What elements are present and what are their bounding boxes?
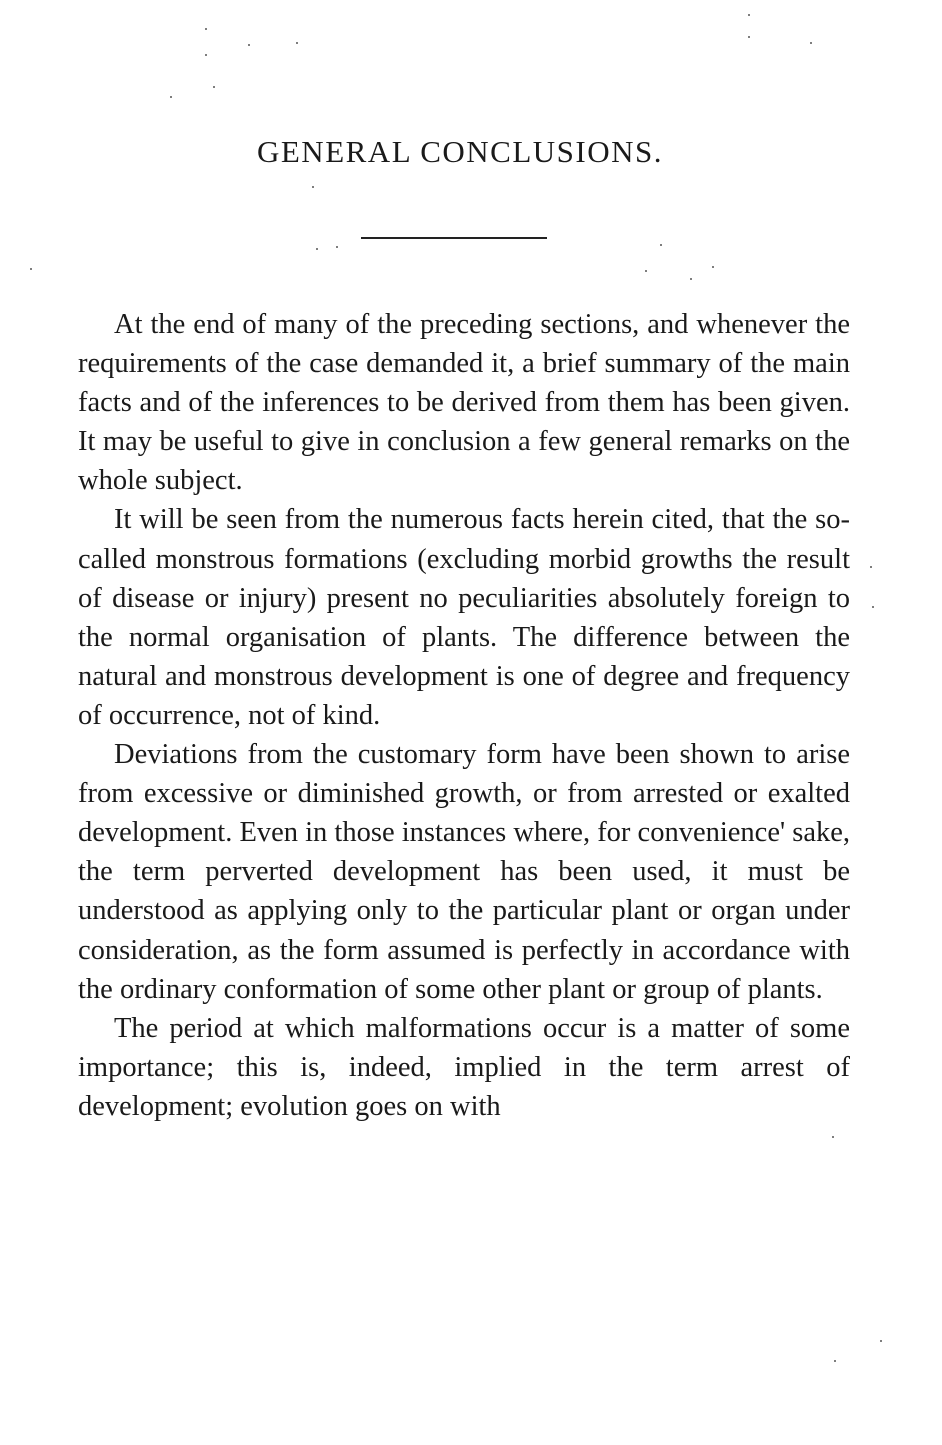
scan-speck [690,278,692,280]
paragraph: It will be seen from the numerous facts herein cited, that the so-called monstrous formations (excluding morbid growths the result of disease or injury) present no peculiarities absolutely foreign to the normal organisation of plants. The difference between the natural and monstrous development is one of degree and frequency of occurrence, not of kind. [78,504,850,731]
scan-speck [296,42,298,44]
scan-speck [336,246,338,248]
scan-speck [880,1340,882,1342]
title-rule [361,237,547,239]
scan-speck [170,96,172,98]
scan-speck [748,14,750,16]
scan-speck [213,86,215,88]
paragraph: At the end of many of the preceding sections, and whenever the requirements of the case demanded it, a brief summary of the main facts and of the inferences to be derived from them has been given. It may be useful to give in conclusion a few general remarks on the whole subject. [78,309,850,497]
scan-speck [832,1136,834,1138]
paragraph: The period at which malformations occur is a matter of some importance; this is, indeed, implied in the term arrest of development; evolution goes on with [78,1012,850,1122]
scan-speck [712,266,714,268]
scan-speck [870,566,872,568]
scan-speck [872,606,874,608]
scan-speck [205,28,207,30]
scan-speck [645,270,647,272]
scan-speck [312,186,314,188]
scan-speck [205,54,207,56]
scan-speck [748,36,750,38]
scan-speck [660,244,662,246]
scan-speck [248,44,250,46]
body-text [78,305,850,1126]
page-title: GENERAL CONCLUSIONS. [256,134,664,169]
scan-speck [30,268,32,270]
paragraph: Deviations from the customary form have been shown to arise from excessive or diminished growth, or from arrested or exalted development. Even in those instances where, for convenience' sake, the term perverted development has been used, it must be understood as applying only to the particular plant or organ under consideration, as the form assumed is perfectly in accordance with the ordinary conformation of some other plant or group of plants. [78,739,850,1005]
scan-speck [834,1360,836,1362]
scan-speck [316,248,318,250]
scan-speck [810,42,812,44]
